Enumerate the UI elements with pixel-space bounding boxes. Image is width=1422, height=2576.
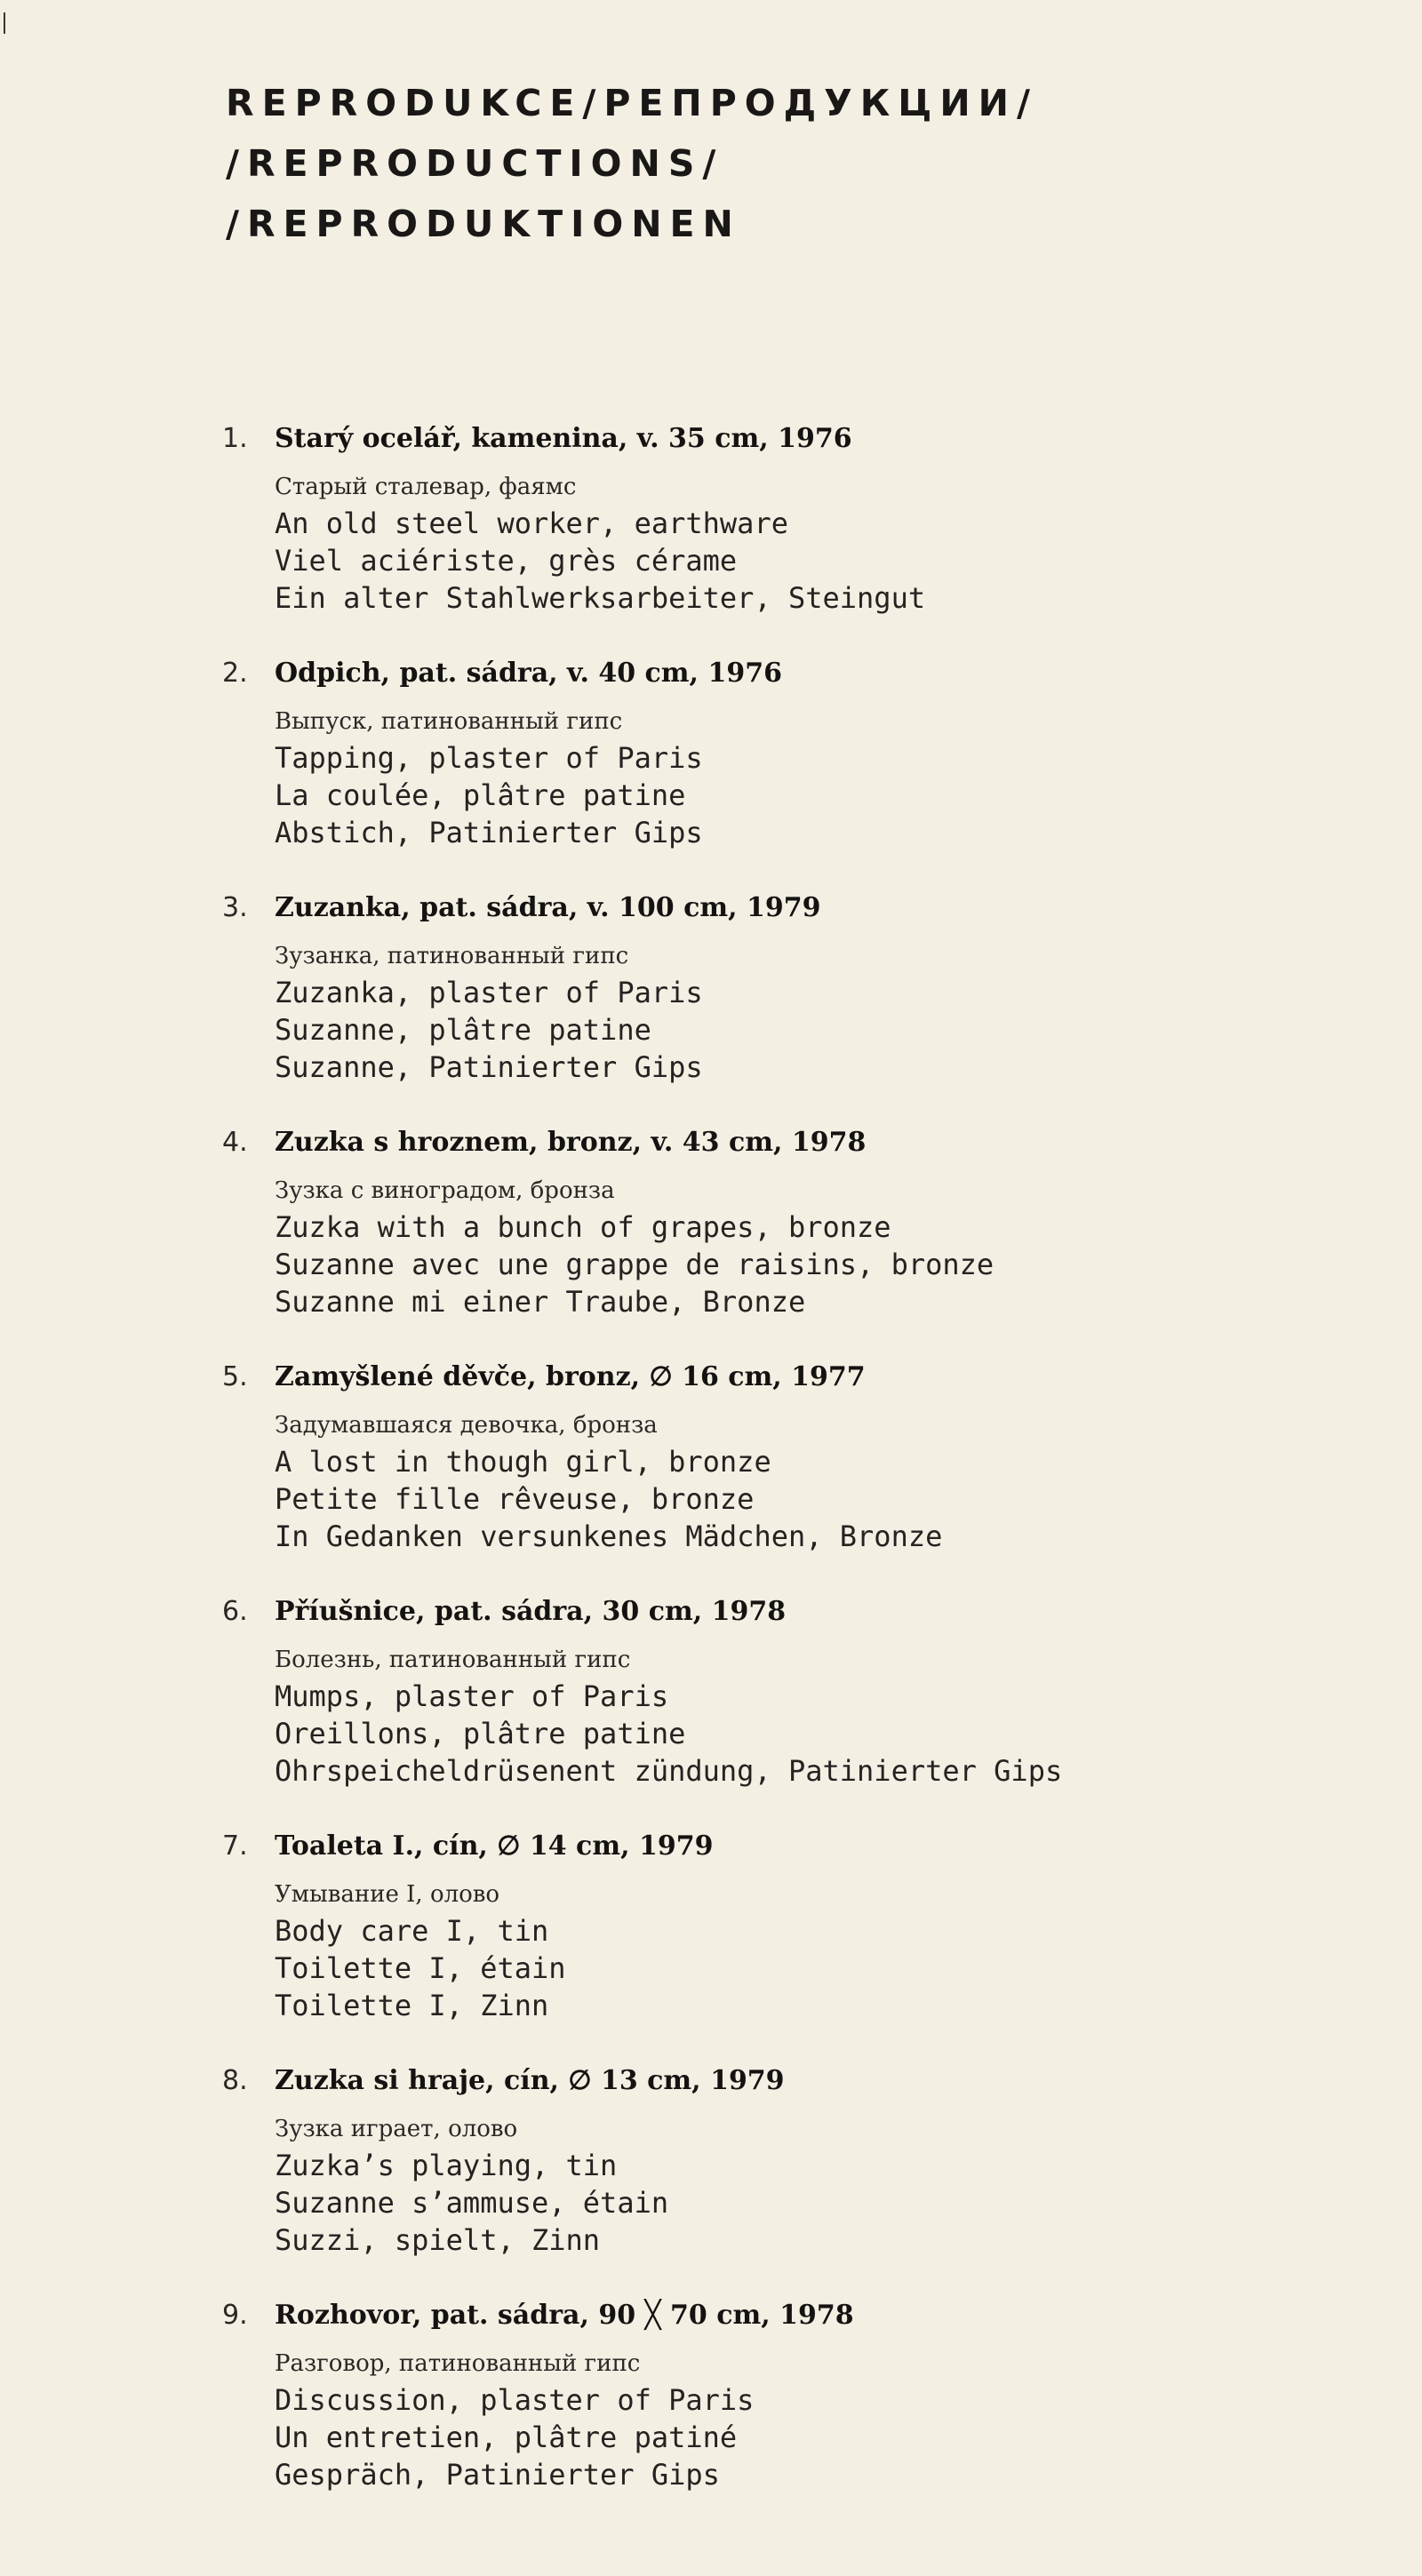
translation-de: Suzanne, Patinierter Gips (275, 1050, 703, 1084)
list-item (222, 1125, 1378, 1360)
translation-fr: Suzanne s’ammuse, étain (275, 2186, 669, 2220)
item-number: 1. (222, 423, 248, 454)
item-title: Zuzka s hroznem, bronz, v. 43 cm, 1978 (275, 1127, 867, 1158)
item-translations (275, 2346, 754, 2493)
list-item (222, 1360, 1378, 1594)
translation-de: Gespräch, Patinierter Gips (275, 2458, 720, 2492)
translation-fr: Suzanne, plâtre patine (275, 1013, 651, 1047)
item-number: 6. (222, 1596, 248, 1627)
list-item (222, 2298, 1378, 2532)
translation-fr: La coulée, plâtre patine (275, 778, 686, 812)
reproduction-list (222, 421, 1378, 2532)
list-item (222, 656, 1378, 890)
translation-en: Zuzka’s playing, tin (275, 2149, 618, 2182)
item-number: 3. (222, 892, 248, 923)
item-translations (275, 1173, 994, 1320)
list-item (222, 1829, 1378, 2063)
item-title: Odpich, pat. sádra, v. 40 cm, 1976 (275, 658, 782, 689)
item-translations (275, 938, 703, 1086)
list-item (222, 2063, 1378, 2298)
translation-ru: Умывание I, олово (275, 1881, 500, 1908)
translation-de: Suzanne mi einer Traube, Bronze (275, 1285, 806, 1319)
translation-ru: Задумавшаяся девочка, бронза (275, 1412, 658, 1439)
item-number: 4. (222, 1127, 248, 1158)
item-title: Starý ocelář, kamenina, v. 35 cm, 1976 (275, 423, 852, 454)
translation-ru: Болезнь, патинованный гипс (275, 1647, 631, 1673)
item-title: Zamyšlené děvče, bronz, ∅ 16 cm, 1977 (275, 1361, 866, 1392)
item-title: Příušnice, pat. sádra, 30 cm, 1978 (275, 1596, 787, 1627)
translation-fr: Toilette I, étain (275, 1951, 566, 1985)
translation-fr: Suzanne avec une grappe de raisins, bronze (275, 1248, 995, 1281)
translation-ru: Разговор, патинованный гипс (275, 2350, 641, 2377)
item-title: Rozhovor, pat. sádra, 90 ╳ 70 cm, 1978 (275, 2300, 854, 2331)
translation-fr: Viel aciériste, grès cérame (275, 544, 738, 578)
translation-fr: Un entretien, plâtre patiné (275, 2420, 738, 2454)
title-line: /REPRODUKTIONEN (226, 203, 741, 245)
item-translations (275, 2111, 668, 2259)
corner-mark (4, 12, 5, 34)
translation-de: Ein alter Stahlwerksarbeiter, Steingut (275, 581, 926, 615)
item-number: 9. (222, 2300, 248, 2331)
translation-de: Ohrspeicheldrüsenent zündung, Patinierter Gips (275, 1754, 1063, 1788)
translation-ru: Зузка играет, олово (275, 2116, 518, 2142)
item-number: 7. (222, 1830, 248, 1862)
item-translations (275, 469, 925, 617)
translation-en: An old steel worker, earthware (275, 506, 788, 540)
translation-en: Zuzanka, plaster of Paris (275, 976, 703, 1009)
list-item (222, 421, 1378, 656)
item-title: Toaleta I., cín, ∅ 14 cm, 1979 (275, 1830, 714, 1862)
translation-en: Discussion, plaster of Paris (275, 2383, 755, 2417)
item-translations (275, 1408, 942, 1555)
item-translations (275, 704, 703, 851)
list-item (222, 890, 1378, 1125)
translation-de: Abstich, Patinierter Gips (275, 816, 703, 849)
translation-en: Mumps, plaster of Paris (275, 1679, 669, 1713)
translation-de: Suzzi, spielt, Zinn (275, 2223, 601, 2257)
translation-de: In Gedanken versunkenes Mädchen, Bronze (275, 1519, 943, 1553)
translation-ru: Зузанка, патинованный гипс (275, 943, 629, 969)
translation-fr: Petite fille rêveuse, bronze (275, 1482, 755, 1516)
translation-de: Toilette I, Zinn (275, 1989, 549, 2022)
list-item (222, 1594, 1378, 1829)
translation-ru: Выпуск, патинованный гипс (275, 708, 623, 735)
title-line: REPRODUKCE/РЕПРОДУКЦИИ/ (226, 82, 1038, 124)
translation-fr: Oreillons, plâtre patine (275, 1717, 686, 1751)
item-number: 5. (222, 1361, 248, 1392)
translation-en: Zuzka with a bunch of grapes, bronze (275, 1210, 891, 1244)
item-number: 2. (222, 658, 248, 689)
item-title: Zuzanka, pat. sádra, v. 100 cm, 1979 (275, 892, 821, 923)
item-translations (275, 1877, 566, 2024)
translation-ru: Старый сталевар, фаямс (275, 474, 577, 500)
translation-en: Tapping, plaster of Paris (275, 741, 703, 775)
title-line: /REPRODUCTIONS/ (226, 142, 724, 185)
translation-en: Body care I, tin (275, 1914, 549, 1948)
translation-ru: Зузка с виноградом, бронза (275, 1177, 615, 1204)
item-translations (275, 1642, 1062, 1790)
item-title: Zuzka si hraje, cín, ∅ 13 cm, 1979 (275, 2065, 785, 2096)
item-number: 8. (222, 2065, 248, 2096)
page-title (226, 73, 1381, 254)
translation-en: A lost in though girl, bronze (275, 1445, 771, 1479)
